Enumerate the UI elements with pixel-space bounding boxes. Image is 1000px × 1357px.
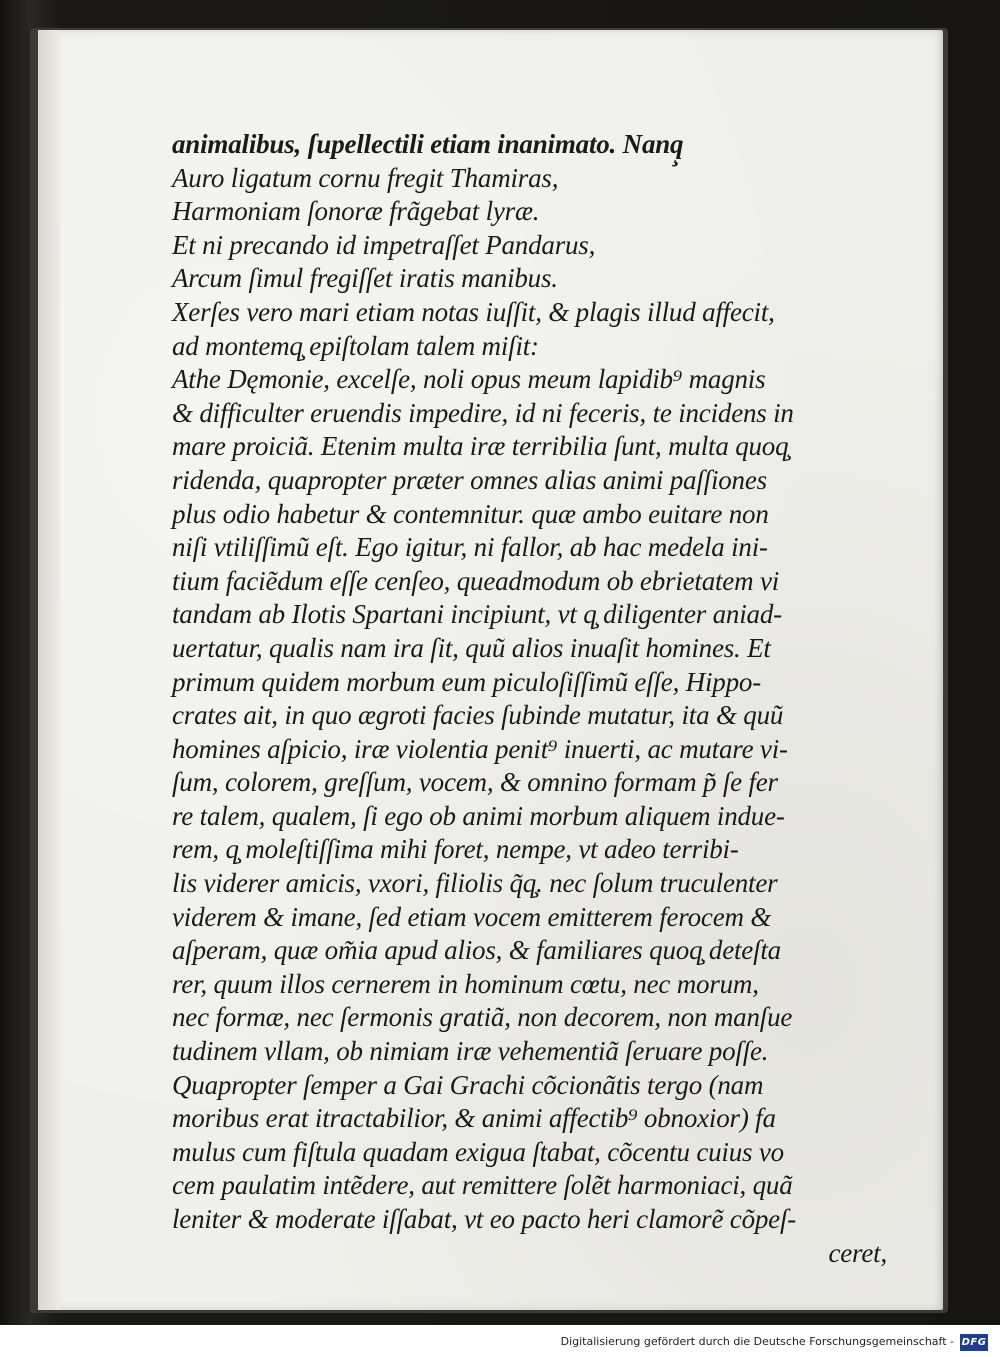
funding-note: Digitalisierung gefördert durch die Deutsche Forschungsgemeinschaft -: [560, 1335, 954, 1348]
text-line: leniter & moderate iſſabat, vt eo pacto heri clamorẽ cõpeſ-: [172, 1204, 797, 1234]
text-line: Xerſes vero mari etiam notas iuſſit, & plagis illud affecit,: [172, 296, 775, 327]
text-line: animalibus, ſupellectili etiam inanimato. Nanq̧: [172, 129, 684, 159]
text-line: tium faciẽdum eſſe cenſeo, queadmodum ob ebrietatem vi: [172, 565, 780, 596]
text-line: viderem & imane, ſed etiam vocem emitterem ferocem &: [172, 901, 772, 932]
text-line: rem, q̧ moleſtiſſima mihi foret, nempe, vt adeo terribi-: [172, 834, 739, 865]
text-line: niſi vtiliſſimũ eſt. Ego igitur, ni fallor, ab hac medela ini-: [172, 532, 768, 563]
text-line: ceret,: [828, 1237, 887, 1268]
text-line: re talem, qualem, ſi ego ob animi morbum aliquem indue-: [172, 800, 785, 831]
text-line: ſum, colorem, greſſum, vocem, & omnino formam p̃ ſe fer: [172, 767, 778, 798]
text-line: Quapropter ſemper a Gai Grachi cõcionãtis tergo (nam: [172, 1069, 764, 1100]
page-gutter: [38, 30, 60, 1310]
text-line: Auro ligatum cornu fregit Thamiras,: [172, 162, 559, 193]
text-line: ad montemq̧ epiſtolam talem miſit:: [172, 330, 539, 361]
text-line: cem paulatim intẽdere, aut remittere ſolẽt harmoniaci, quã: [172, 1170, 793, 1201]
text-line: Arcum ſimul fregiſſet iratis manibus.: [172, 263, 558, 294]
text-line: & difficulter eruendis impedire, id ni feceris, te incidens in: [172, 397, 794, 428]
text-line: tandam ab Ilotis Spartani incipiunt, vt q̧ diligenter aniad-: [172, 599, 782, 630]
text-line: plus odio habetur & contemnitur. quæ ambo euitare non: [172, 498, 769, 529]
text-line: rer, quum illos cernerem in hominum cœtu, nec morum,: [172, 968, 759, 999]
text-line: aſperam, quæ om̃ia apud alios, & familiares quoq̧ deteſta: [172, 935, 781, 966]
text-line: mare proiciã. Etenim multa iræ terribilia ſunt, multa quoq̧: [172, 431, 789, 462]
text-line: lis viderer amicis, vxori, filiolis q̃q̧. nec ſolum truculenter: [172, 868, 778, 899]
page-text-block: [172, 128, 907, 1270]
text-line: primum quidem morbum eum piculoſiſſimũ eſſe, Hippo-: [172, 666, 761, 697]
text-line: Harmoniam ſonoræ frãgebat lyræ.: [172, 196, 540, 227]
text-line: nec formæ, nec ſermonis gratiã, non decorem, non manſue: [172, 1002, 793, 1033]
dfg-logo: DFG: [960, 1334, 988, 1351]
text-line: Athe Dęmonie, excelſe, noli opus meum lapidib⁹ magnis: [172, 364, 766, 395]
text-line: tudinem vllam, ob nimiam iræ vehementiã ſeruare poſſe.: [172, 1036, 769, 1067]
text-line: mulus cum fiſtula quadam exigua ſtabat, cõcentu cuius vo: [172, 1136, 784, 1167]
text-line: homines aſpicio, iræ violentia penit⁹ inuerti, ac mutare vi-: [172, 733, 788, 764]
text-line: Et ni precando id impetraſſet Pandarus,: [172, 229, 596, 260]
text-line: moribus erat itractabilior, & animi affectib⁹ obnoxior) fa: [172, 1103, 776, 1134]
footer-strip: [0, 1325, 1000, 1357]
text-line: crates ait, in quo ægroti facies ſubinde mutatur, ita & quũ: [172, 700, 784, 731]
text-line: uertatur, qualis nam ira ſit, quũ alios inuaſit homines. Et: [172, 632, 771, 663]
text-line: ridenda, quapropter præter omnes alias animi paſſiones: [172, 464, 767, 495]
